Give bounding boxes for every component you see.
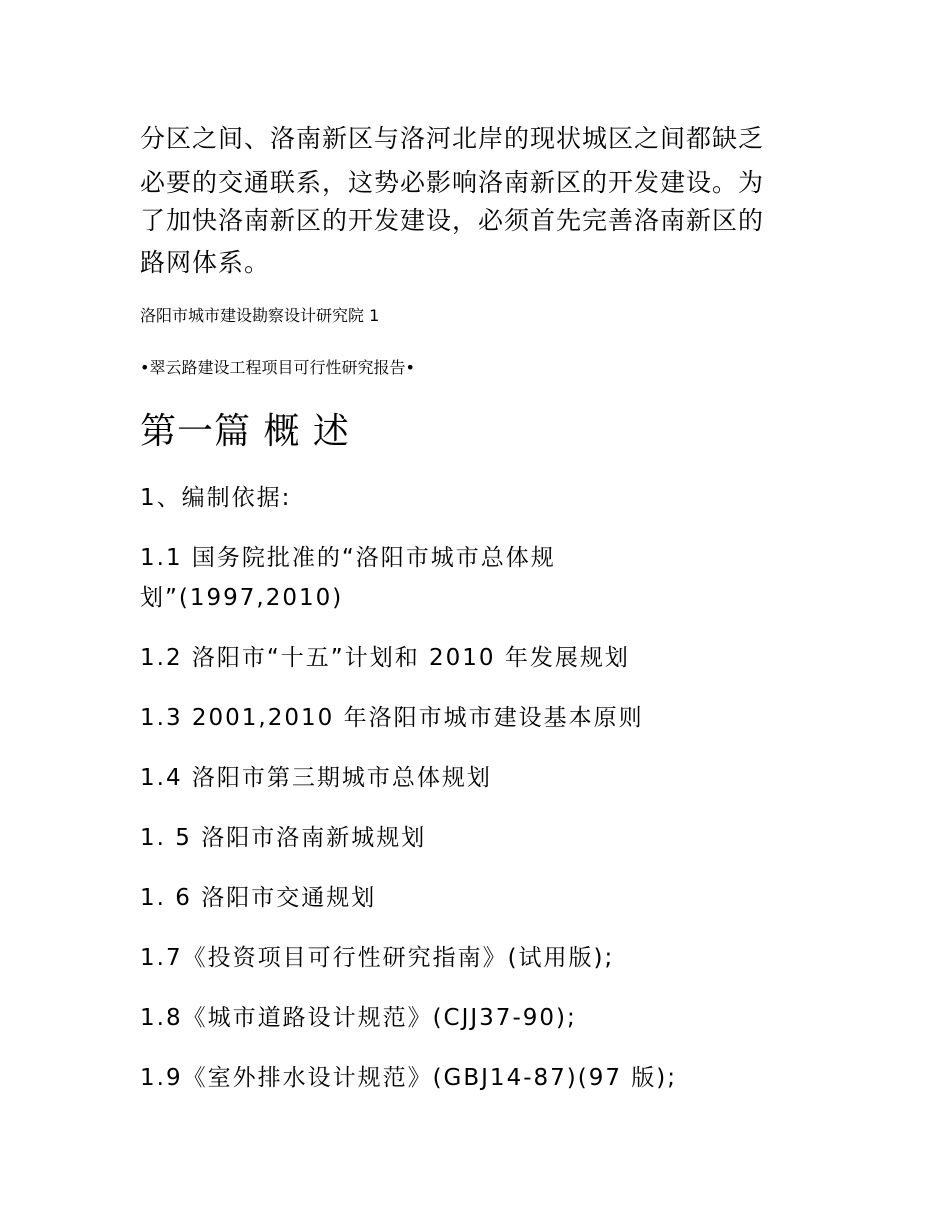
section-heading: 1、编制依据: (140, 485, 292, 511)
paragraph-line-2: 必要的交通联系，这势必影响洛南新区的开发建设。为 (140, 168, 765, 197)
page-footer: 洛阳市城市建设勘察设计研究院 1 (140, 306, 380, 325)
list-item-1-8: 1.8《城市道路设计规范》(CJJ37-90); (140, 1005, 577, 1031)
list-item-1-4: 1.4 洛阳市第三期城市总体规划 (140, 765, 492, 791)
paragraph-line-3: 了加快洛南新区的开发建设，必须首先完善洛南新区的 (140, 206, 765, 235)
paragraph-line-4: 路网体系。 (140, 248, 271, 277)
list-item-1-3: 1.3 2001,2010 年洛阳市城市建设基本原则 (140, 705, 644, 731)
list-item-1-7: 1.7《投资项目可行性研究指南》(试用版); (140, 945, 615, 971)
list-item-1-9: 1.9《室外排水设计规范》(GBJ14-87)(97 版); (140, 1065, 678, 1091)
list-item-1-1-cont: 划”(1997,2010) (140, 585, 344, 611)
list-item-1-5: 1. 5 洛阳市洛南新城规划 (140, 825, 427, 851)
list-item-1-2: 1.2 洛阳市“十五”计划和 2010 年发展规划 (140, 645, 630, 671)
chapter-title: 第一篇 概 述 (140, 411, 350, 452)
list-item-1-1: 1.1 国务院批准的“洛阳市城市总体规 (140, 545, 556, 571)
page-header: •翠云路建设工程项目可行性研究报告• (140, 358, 415, 377)
list-item-1-6: 1. 6 洛阳市交通规划 (140, 885, 377, 911)
paragraph-line-1: 分区之间、洛南新区与洛河北岸的现状城区之间都缺乏 (140, 124, 765, 153)
